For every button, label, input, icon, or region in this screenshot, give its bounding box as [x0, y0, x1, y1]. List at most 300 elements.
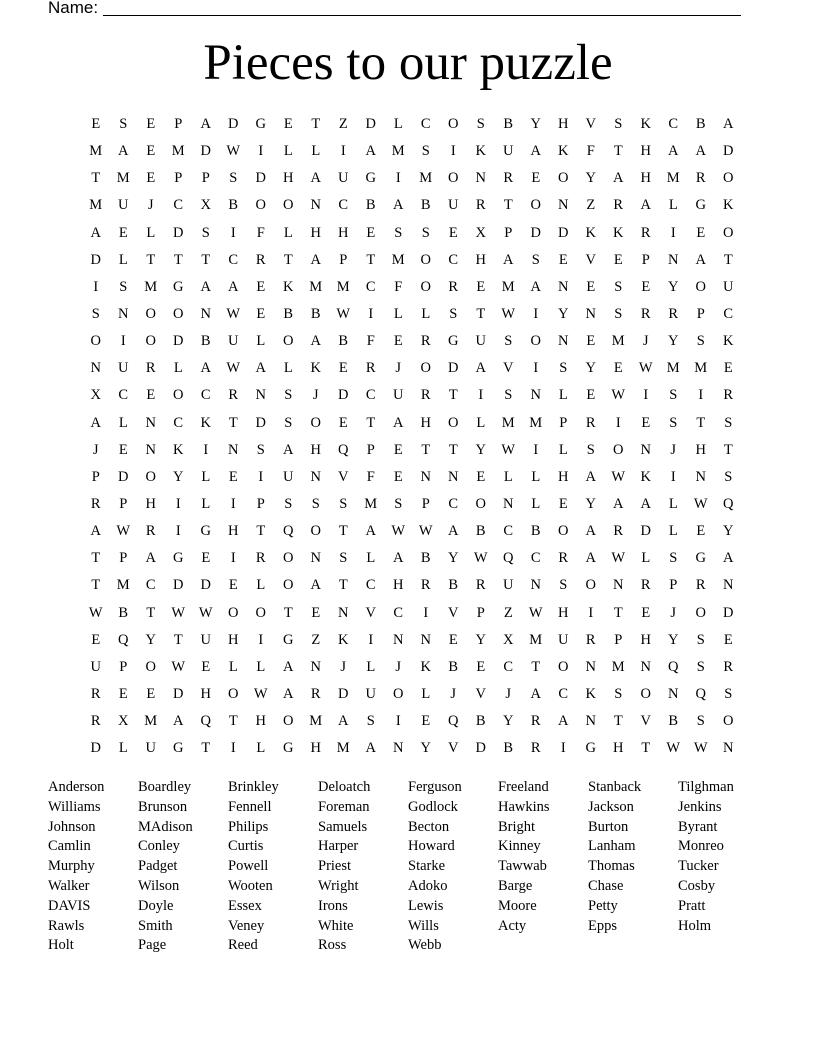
grid-letter[interactable]: O — [585, 577, 596, 594]
grid-letter[interactable]: T — [366, 251, 376, 268]
grid-letter[interactable]: E — [146, 116, 156, 132]
grid-letter[interactable]: V — [585, 251, 596, 268]
grid-letter[interactable]: P — [119, 658, 128, 675]
grid-letter[interactable]: N — [558, 197, 569, 214]
grid-letter[interactable]: O — [228, 685, 239, 702]
grid-letter[interactable]: L — [641, 550, 651, 567]
grid-letter[interactable]: B — [200, 333, 211, 350]
grid-letter[interactable]: H — [283, 170, 294, 187]
grid-letter[interactable]: I — [258, 468, 264, 485]
grid-letter[interactable]: L — [256, 577, 266, 594]
grid-letter[interactable]: U — [283, 468, 294, 485]
grid-letter[interactable]: I — [230, 550, 236, 567]
grid-letter[interactable]: T — [723, 441, 733, 458]
grid-letter[interactable]: E — [201, 550, 211, 567]
grid-letter[interactable]: F — [394, 278, 403, 295]
grid-letter[interactable]: W — [611, 387, 626, 404]
grid-letter[interactable]: I — [670, 224, 676, 241]
grid-letter[interactable]: E — [366, 224, 376, 241]
grid-letter[interactable]: I — [395, 170, 401, 187]
grid-letter[interactable]: O — [310, 414, 321, 431]
grid-letter[interactable]: A — [640, 495, 651, 512]
grid-letter[interactable]: M — [419, 170, 433, 187]
grid-letter[interactable]: R — [90, 685, 101, 702]
grid-letter[interactable]: H — [310, 441, 321, 458]
grid-letter[interactable]: N — [640, 658, 651, 675]
grid-letter[interactable]: H — [420, 414, 431, 431]
grid-letter[interactable]: C — [145, 577, 156, 594]
grid-letter[interactable]: G — [283, 740, 294, 757]
grid-letter[interactable]: A — [530, 685, 541, 702]
grid-letter[interactable]: C — [118, 387, 129, 404]
grid-letter[interactable]: W — [171, 658, 186, 675]
grid-letter[interactable]: D — [118, 468, 129, 485]
grid-letter[interactable]: S — [669, 414, 678, 431]
grid-letter[interactable]: G — [283, 631, 294, 648]
grid-letter[interactable]: O — [448, 170, 459, 187]
grid-letter[interactable]: S — [559, 360, 568, 377]
grid-letter[interactable]: Q — [283, 523, 294, 540]
grid-letter[interactable]: P — [91, 468, 100, 485]
grid-letter[interactable]: N — [338, 604, 349, 621]
grid-letter[interactable]: L — [118, 414, 128, 431]
name-field[interactable] — [48, 0, 98, 19]
grid-letter[interactable]: G — [585, 740, 596, 757]
grid-letter[interactable]: T — [201, 251, 211, 268]
grid-letter[interactable]: D — [173, 224, 184, 241]
grid-letter[interactable]: R — [695, 577, 706, 594]
grid-letter[interactable]: L — [283, 224, 293, 241]
grid-letter[interactable]: W — [336, 305, 351, 322]
grid-letter[interactable]: I — [340, 143, 346, 160]
grid-letter[interactable]: W — [693, 740, 708, 757]
grid-letter[interactable]: W — [88, 604, 103, 621]
grid-letter[interactable]: I — [698, 387, 704, 404]
grid-letter[interactable]: Y — [585, 495, 596, 512]
grid-letter[interactable]: M — [391, 143, 405, 160]
grid-letter[interactable]: T — [723, 251, 733, 268]
grid-letter[interactable]: G — [695, 550, 706, 567]
grid-letter[interactable]: O — [640, 685, 651, 702]
grid-letter[interactable]: B — [503, 740, 514, 757]
grid-letter[interactable]: P — [559, 414, 568, 431]
grid-letter[interactable]: L — [558, 387, 568, 404]
grid-letter[interactable]: W — [198, 604, 213, 621]
grid-letter[interactable]: H — [558, 116, 569, 132]
grid-letter[interactable]: O — [723, 170, 734, 187]
grid-letter[interactable]: L — [393, 305, 403, 322]
grid-letter[interactable]: T — [696, 414, 706, 431]
grid-letter[interactable]: E — [586, 387, 596, 404]
grid-letter[interactable]: D — [173, 685, 184, 702]
grid-letter[interactable]: G — [695, 197, 706, 214]
grid-letter[interactable]: A — [585, 523, 596, 540]
grid-letter[interactable]: A — [695, 143, 706, 160]
grid-letter[interactable]: N — [585, 658, 596, 675]
grid-letter[interactable]: O — [228, 604, 239, 621]
grid-letter[interactable]: D — [558, 224, 569, 241]
grid-letter[interactable]: M — [611, 658, 625, 675]
grid-letter[interactable]: O — [558, 170, 569, 187]
grid-letter[interactable]: D — [200, 577, 211, 594]
grid-letter[interactable]: U — [393, 387, 404, 404]
grid-letter[interactable]: A — [530, 278, 541, 295]
grid-letter[interactable]: C — [173, 414, 184, 431]
grid-letter[interactable]: N — [723, 740, 734, 757]
grid-letter[interactable]: T — [228, 713, 238, 730]
grid-letter[interactable]: O — [420, 278, 431, 295]
grid-letter[interactable]: U — [145, 740, 156, 757]
grid-letter[interactable]: S — [696, 658, 705, 675]
grid-letter[interactable]: I — [230, 224, 236, 241]
grid-letter[interactable]: E — [228, 468, 238, 485]
grid-letter[interactable]: A — [173, 713, 184, 730]
grid-letter[interactable]: R — [90, 713, 101, 730]
grid-letter[interactable]: O — [530, 197, 541, 214]
grid-letter[interactable]: T — [503, 197, 513, 214]
grid-letter[interactable]: L — [421, 305, 431, 322]
grid-letter[interactable]: N — [255, 387, 266, 404]
grid-letter[interactable]: W — [171, 604, 186, 621]
grid-letter[interactable]: D — [365, 116, 376, 132]
grid-letter[interactable]: W — [116, 523, 131, 540]
grid-letter[interactable]: E — [91, 631, 101, 648]
grid-letter[interactable]: B — [695, 116, 706, 132]
grid-letter[interactable]: P — [421, 495, 430, 512]
grid-letter[interactable]: T — [641, 740, 651, 757]
grid-letter[interactable]: G — [365, 170, 376, 187]
grid-letter[interactable]: T — [338, 577, 348, 594]
grid-letter[interactable]: Q — [503, 550, 514, 567]
grid-letter[interactable]: S — [91, 305, 100, 322]
grid-letter[interactable]: P — [366, 441, 375, 458]
grid-letter[interactable]: L — [256, 740, 266, 757]
grid-letter[interactable]: N — [393, 631, 404, 648]
grid-letter[interactable]: E — [476, 468, 486, 485]
grid-letter[interactable]: Y — [668, 631, 679, 648]
grid-letter[interactable]: B — [475, 713, 486, 730]
grid-letter[interactable]: U — [228, 333, 239, 350]
grid-letter[interactable]: I — [450, 143, 456, 160]
grid-letter[interactable]: K — [723, 333, 734, 350]
grid-letter[interactable]: A — [310, 251, 321, 268]
grid-letter[interactable]: P — [504, 224, 513, 241]
grid-letter[interactable]: A — [475, 360, 486, 377]
grid-letter[interactable]: S — [421, 224, 430, 241]
grid-letter[interactable]: U — [448, 197, 459, 214]
grid-letter[interactable]: R — [613, 523, 624, 540]
grid-letter[interactable]: V — [475, 685, 486, 702]
grid-letter[interactable]: S — [669, 387, 678, 404]
grid-letter[interactable]: B — [448, 658, 459, 675]
grid-letter[interactable]: J — [642, 333, 649, 350]
grid-letter[interactable]: B — [228, 197, 239, 214]
grid-letter[interactable]: D — [723, 143, 734, 160]
grid-letter[interactable]: T — [613, 143, 623, 160]
grid-letter[interactable]: O — [558, 523, 569, 540]
grid-letter[interactable]: B — [448, 577, 459, 594]
grid-letter[interactable]: N — [420, 631, 431, 648]
grid-letter[interactable]: S — [614, 278, 623, 295]
grid-letter[interactable]: R — [420, 333, 431, 350]
grid-letter[interactable]: C — [393, 604, 404, 621]
grid-letter[interactable]: Q — [118, 631, 129, 648]
grid-letter[interactable]: U — [90, 658, 101, 675]
grid-letter[interactable]: T — [91, 577, 101, 594]
grid-letter[interactable]: X — [118, 713, 129, 730]
grid-letter[interactable]: H — [310, 740, 321, 757]
grid-letter[interactable]: T — [146, 604, 156, 621]
grid-letter[interactable]: M — [501, 278, 515, 295]
grid-letter[interactable]: T — [421, 441, 431, 458]
grid-letter[interactable]: E — [228, 577, 238, 594]
grid-letter[interactable]: H — [393, 577, 404, 594]
grid-letter[interactable]: S — [559, 577, 568, 594]
grid-letter[interactable]: N — [558, 333, 569, 350]
grid-letter[interactable]: P — [174, 170, 183, 187]
grid-letter[interactable]: N — [310, 550, 321, 567]
grid-letter[interactable]: Y — [475, 631, 486, 648]
grid-letter[interactable]: A — [200, 116, 211, 132]
grid-letter[interactable]: E — [723, 631, 733, 648]
grid-letter[interactable]: O — [420, 360, 431, 377]
grid-letter[interactable]: Y — [668, 333, 679, 350]
grid-letter[interactable]: R — [420, 387, 431, 404]
grid-letter[interactable]: A — [613, 170, 624, 187]
grid-letter[interactable]: K — [420, 658, 431, 675]
grid-letter[interactable]: I — [615, 414, 621, 431]
grid-letter[interactable]: W — [611, 468, 626, 485]
grid-letter[interactable]: I — [395, 713, 401, 730]
grid-letter[interactable]: R — [90, 495, 101, 512]
grid-letter[interactable]: D — [255, 414, 266, 431]
grid-letter[interactable]: K — [173, 441, 184, 458]
grid-letter[interactable]: U — [118, 197, 129, 214]
grid-letter[interactable]: O — [255, 604, 266, 621]
grid-letter[interactable]: M — [144, 278, 158, 295]
grid-letter[interactable]: N — [668, 251, 679, 268]
grid-letter[interactable]: B — [420, 550, 431, 567]
grid-letter[interactable]: K — [200, 414, 211, 431]
grid-letter[interactable]: J — [340, 658, 347, 675]
grid-letter[interactable]: O — [558, 658, 569, 675]
grid-letter[interactable]: A — [283, 658, 294, 675]
name-underline[interactable] — [103, 15, 741, 16]
grid-letter[interactable]: A — [393, 550, 404, 567]
grid-letter[interactable]: Y — [723, 523, 734, 540]
grid-letter[interactable]: O — [283, 333, 294, 350]
grid-letter[interactable]: L — [228, 658, 238, 675]
grid-letter[interactable]: N — [310, 658, 321, 675]
grid-letter[interactable]: E — [641, 604, 651, 621]
grid-letter[interactable]: G — [173, 278, 184, 295]
grid-letter[interactable]: B — [503, 116, 514, 132]
grid-letter[interactable]: E — [641, 414, 651, 431]
grid-letter[interactable]: F — [366, 333, 375, 350]
grid-letter[interactable]: T — [201, 740, 211, 757]
grid-letter[interactable]: K — [613, 224, 624, 241]
grid-letter[interactable]: K — [338, 631, 349, 648]
grid-letter[interactable]: O — [420, 251, 431, 268]
grid-letter[interactable]: B — [118, 604, 129, 621]
grid-letter[interactable]: N — [393, 740, 404, 757]
grid-letter[interactable]: I — [643, 387, 649, 404]
grid-letter[interactable]: A — [393, 197, 404, 214]
grid-letter[interactable]: S — [339, 495, 348, 512]
grid-letter[interactable]: H — [613, 740, 624, 757]
grid-letter[interactable]: T — [283, 251, 293, 268]
grid-letter[interactable]: G — [173, 740, 184, 757]
grid-letter[interactable]: S — [284, 414, 293, 431]
grid-letter[interactable]: O — [283, 197, 294, 214]
grid-letter[interactable]: I — [175, 495, 181, 512]
grid-letter[interactable]: N — [585, 713, 596, 730]
grid-letter[interactable]: L — [146, 224, 156, 241]
grid-letter[interactable]: O — [173, 305, 184, 322]
grid-letter[interactable]: U — [503, 143, 514, 160]
grid-letter[interactable]: E — [723, 360, 733, 377]
grid-letter[interactable]: O — [530, 333, 541, 350]
grid-letter[interactable]: N — [503, 495, 514, 512]
grid-letter[interactable]: L — [173, 360, 183, 377]
grid-letter[interactable]: I — [588, 604, 594, 621]
grid-letter[interactable]: L — [558, 441, 568, 458]
grid-letter[interactable]: P — [119, 495, 128, 512]
grid-letter[interactable]: U — [503, 577, 514, 594]
grid-letter[interactable]: Z — [338, 116, 348, 132]
grid-letter[interactable]: O — [173, 387, 184, 404]
grid-letter[interactable]: C — [448, 251, 459, 268]
grid-letter[interactable]: W — [418, 523, 433, 540]
grid-letter[interactable]: M — [529, 414, 543, 431]
grid-letter[interactable]: B — [365, 197, 376, 214]
grid-letter[interactable]: E — [613, 360, 623, 377]
grid-letter[interactable]: I — [670, 468, 676, 485]
grid-letter[interactable]: S — [119, 116, 128, 132]
grid-letter[interactable]: L — [668, 495, 678, 512]
grid-letter[interactable]: S — [614, 305, 623, 322]
grid-letter[interactable]: T — [173, 251, 183, 268]
grid-letter[interactable]: P — [641, 251, 650, 268]
grid-letter[interactable]: J — [670, 604, 677, 621]
grid-letter[interactable]: F — [586, 143, 595, 160]
grid-letter[interactable]: X — [475, 224, 486, 241]
grid-letter[interactable]: A — [338, 713, 349, 730]
grid-letter[interactable]: O — [393, 685, 404, 702]
grid-letter[interactable]: I — [533, 360, 539, 377]
grid-letter[interactable]: Q — [448, 713, 459, 730]
grid-letter[interactable]: H — [640, 170, 651, 187]
grid-letter[interactable]: E — [613, 251, 623, 268]
grid-letter[interactable]: O — [145, 333, 156, 350]
grid-letter[interactable]: I — [258, 631, 264, 648]
grid-letter[interactable]: R — [668, 305, 679, 322]
grid-letter[interactable]: R — [475, 197, 486, 214]
grid-letter[interactable]: M — [116, 577, 130, 594]
grid-letter[interactable]: E — [338, 414, 348, 431]
grid-letter[interactable]: N — [695, 468, 706, 485]
grid-letter[interactable]: Q — [200, 713, 211, 730]
grid-letter[interactable]: B — [530, 523, 541, 540]
grid-letter[interactable]: S — [394, 224, 403, 241]
grid-letter[interactable]: C — [173, 197, 184, 214]
grid-letter[interactable]: A — [503, 251, 514, 268]
grid-letter[interactable]: K — [723, 197, 734, 214]
grid-letter[interactable]: E — [118, 441, 128, 458]
grid-letter[interactable]: E — [558, 251, 568, 268]
grid-letter[interactable]: A — [310, 577, 321, 594]
grid-letter[interactable]: L — [503, 468, 513, 485]
grid-letter[interactable]: D — [228, 116, 239, 132]
grid-letter[interactable]: M — [336, 740, 350, 757]
grid-letter[interactable]: C — [365, 387, 376, 404]
grid-letter[interactable]: E — [338, 360, 348, 377]
grid-letter[interactable]: S — [696, 713, 705, 730]
grid-letter[interactable]: I — [93, 278, 99, 295]
grid-letter[interactable]: L — [668, 523, 678, 540]
grid-letter[interactable]: J — [670, 441, 677, 458]
grid-letter[interactable]: C — [530, 550, 541, 567]
grid-letter[interactable]: S — [394, 495, 403, 512]
grid-letter[interactable]: L — [531, 468, 541, 485]
grid-letter[interactable]: L — [311, 143, 321, 160]
grid-letter[interactable]: O — [145, 305, 156, 322]
grid-letter[interactable]: P — [696, 305, 705, 322]
grid-letter[interactable]: E — [393, 468, 403, 485]
grid-letter[interactable]: S — [421, 143, 430, 160]
grid-letter[interactable]: L — [118, 251, 128, 268]
grid-letter[interactable]: S — [614, 116, 623, 132]
grid-letter[interactable]: H — [200, 685, 211, 702]
grid-letter[interactable]: L — [201, 495, 211, 512]
grid-letter[interactable]: A — [448, 523, 459, 540]
grid-letter[interactable]: O — [695, 278, 706, 295]
grid-letter[interactable]: E — [696, 224, 706, 241]
grid-letter[interactable]: B — [283, 305, 294, 322]
grid-letter[interactable]: M — [336, 278, 350, 295]
grid-letter[interactable]: K — [640, 468, 651, 485]
grid-letter[interactable]: M — [116, 170, 130, 187]
grid-letter[interactable]: O — [283, 713, 294, 730]
grid-letter[interactable]: D — [640, 523, 651, 540]
grid-letter[interactable]: I — [533, 441, 539, 458]
grid-letter[interactable]: D — [255, 170, 266, 187]
grid-letter[interactable]: D — [338, 387, 349, 404]
grid-letter[interactable]: M — [144, 713, 158, 730]
grid-letter[interactable]: R — [420, 577, 431, 594]
grid-letter[interactable]: U — [723, 278, 734, 295]
grid-letter[interactable]: S — [311, 495, 320, 512]
grid-letter[interactable]: S — [476, 116, 485, 132]
grid-letter[interactable]: A — [668, 143, 679, 160]
grid-letter[interactable]: R — [448, 278, 459, 295]
grid-letter[interactable]: E — [283, 116, 293, 132]
grid-letter[interactable]: Y — [475, 441, 486, 458]
grid-letter[interactable]: C — [503, 658, 514, 675]
grid-letter[interactable]: R — [365, 360, 376, 377]
grid-letter[interactable]: T — [448, 387, 458, 404]
grid-letter[interactable]: S — [449, 305, 458, 322]
grid-letter[interactable]: E — [311, 604, 321, 621]
grid-letter[interactable]: T — [531, 658, 541, 675]
grid-letter[interactable]: W — [226, 305, 241, 322]
grid-letter[interactable]: N — [475, 170, 486, 187]
grid-letter[interactable]: C — [365, 278, 376, 295]
grid-letter[interactable]: V — [365, 604, 376, 621]
grid-letter[interactable]: L — [531, 495, 541, 512]
grid-letter[interactable]: W — [473, 550, 488, 567]
grid-letter[interactable]: U — [118, 360, 129, 377]
